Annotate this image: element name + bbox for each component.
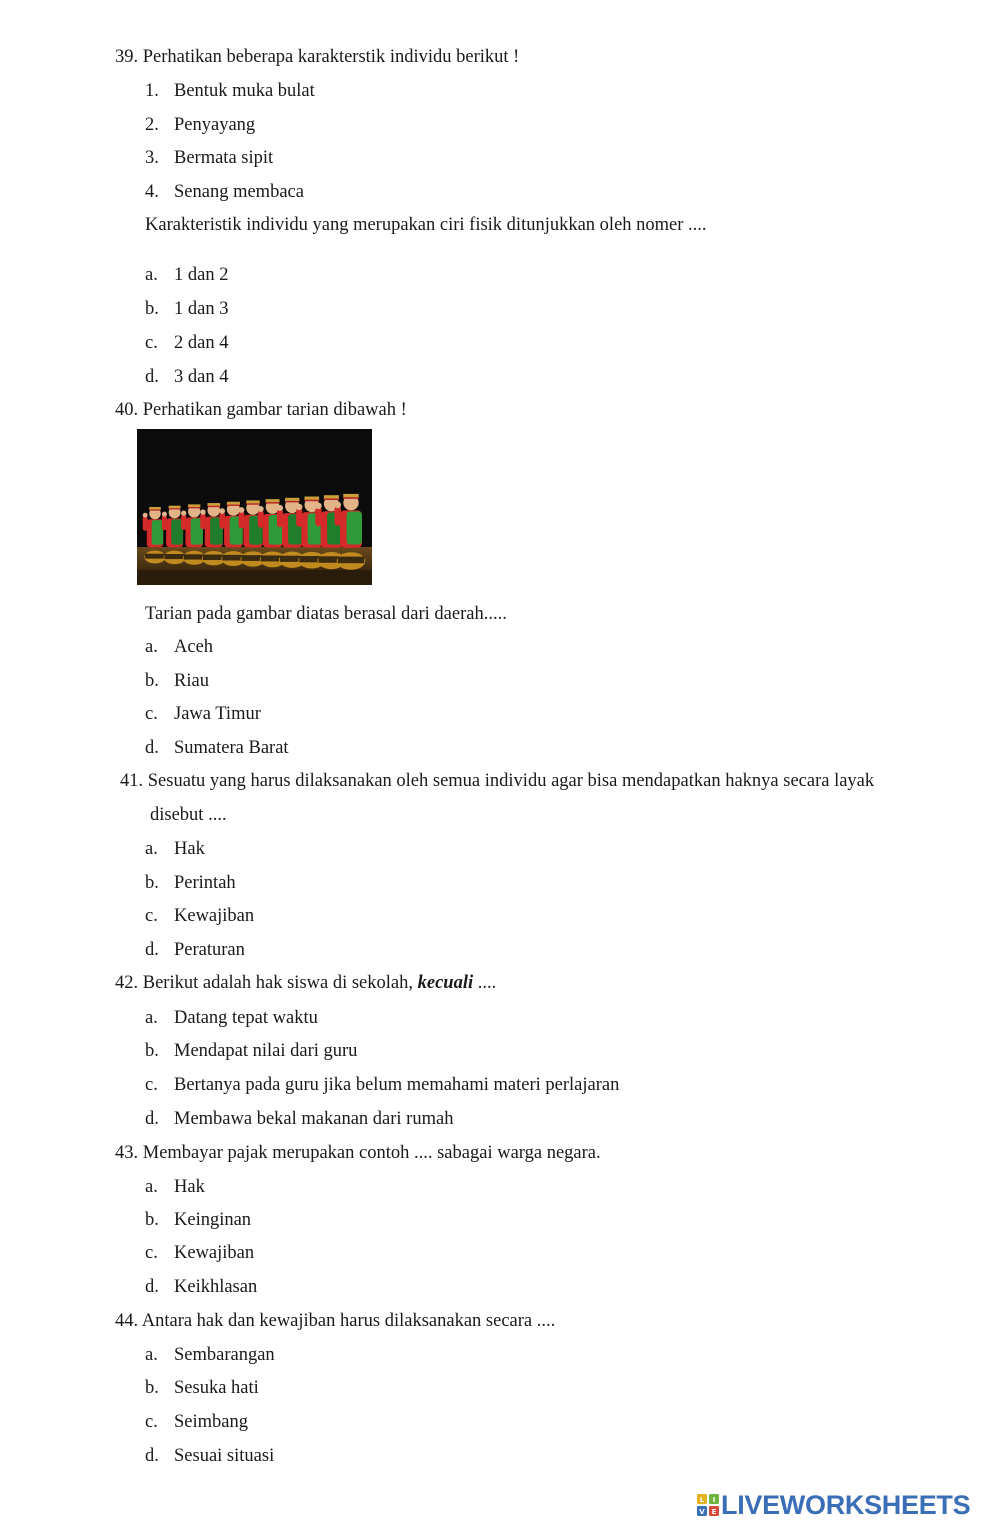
liveworksheets-icon	[697, 1494, 719, 1516]
svg-text:I: I	[712, 1496, 716, 1504]
question-40-stem: 40. Perhatikan gambar tarian dibawah !	[115, 400, 407, 420]
q42-option-d[interactable]: Membawa bekal makanan dari rumah	[174, 1109, 454, 1129]
option-letter: c.	[145, 704, 158, 724]
option-letter: b.	[145, 299, 159, 319]
option-letter: d.	[145, 367, 159, 387]
svg-text:E: E	[711, 1508, 717, 1516]
q43-option-d[interactable]: Keikhlasan	[174, 1277, 258, 1297]
question-42-stem-text: 42. Berikut adalah hak siswa di sekolah,	[115, 973, 418, 993]
svg-text:L: L	[699, 1496, 705, 1504]
option-letter: a.	[145, 839, 158, 859]
q40-option-c[interactable]: Jawa Timur	[174, 704, 261, 724]
question-41-stem-cont: disebut ....	[150, 805, 227, 825]
option-letter: c.	[145, 1243, 158, 1263]
question-41-stem: 41. Sesuatu yang harus dilaksanakan oleh semua individu agar bisa mendapatkan haknya secara layak	[120, 771, 875, 791]
question-39-text: Karakteristik individu yang merupakan ciri fisik ditunjukkan oleh nomer ....	[145, 215, 707, 235]
q39-item-number: 3.	[145, 148, 159, 168]
option-letter: b.	[145, 1378, 159, 1398]
q39-item-number: 2.	[145, 115, 159, 135]
option-letter: d.	[145, 1446, 159, 1466]
q39-item-number: 4.	[145, 182, 159, 202]
option-letter: c.	[145, 1412, 158, 1432]
q44-option-b[interactable]: Sesuka hati	[174, 1378, 259, 1398]
option-letter: d.	[145, 1277, 159, 1297]
liveworksheets-wordmark: LIVEWORKSHEETS	[721, 1489, 971, 1520]
q39-item-number: 1.	[145, 81, 159, 101]
question-40-text: Tarian pada gambar diatas berasal dari daerah.....	[145, 604, 507, 624]
option-letter: a.	[145, 1008, 158, 1028]
q41-option-c[interactable]: Kewajiban	[174, 906, 255, 926]
option-letter: c.	[145, 333, 158, 353]
option-letter: c.	[145, 1075, 158, 1095]
question-42-stem-end: ....	[473, 973, 497, 993]
option-letter: a.	[145, 1345, 158, 1365]
q39-option-c[interactable]: 2 dan 4	[174, 333, 229, 353]
q43-option-b[interactable]: Keinginan	[174, 1210, 252, 1230]
q40-option-b[interactable]: Riau	[174, 671, 209, 691]
q41-option-a[interactable]: Hak	[174, 839, 205, 859]
option-letter: a.	[145, 1177, 158, 1197]
option-letter: b.	[145, 1041, 159, 1061]
option-letter: d.	[145, 1109, 159, 1129]
option-letter: b.	[145, 1210, 159, 1230]
option-letter: b.	[145, 671, 159, 691]
q39-item: Senang membaca	[174, 182, 304, 202]
option-letter: b.	[145, 873, 159, 893]
q39-item: Bermata sipit	[174, 148, 274, 168]
q42-option-b[interactable]: Mendapat nilai dari guru	[174, 1041, 358, 1061]
q39-option-a[interactable]: 1 dan 2	[174, 265, 229, 285]
option-letter: d.	[145, 738, 159, 758]
option-letter: a.	[145, 265, 158, 285]
q39-item: Bentuk muka bulat	[174, 81, 315, 101]
question-42-emphasis: kecuali	[417, 973, 474, 993]
q39-item: Penyayang	[174, 115, 256, 135]
svg-text:V: V	[699, 1508, 705, 1516]
dance-photo	[137, 429, 372, 585]
question-42-stem	[115, 972, 496, 994]
q43-option-c[interactable]: Kewajiban	[174, 1243, 255, 1263]
q41-option-b[interactable]: Perintah	[174, 873, 236, 893]
question-39-stem: 39. Perhatikan beberapa karakterstik individu berikut !	[115, 47, 520, 67]
option-letter: a.	[145, 637, 158, 657]
q39-option-b[interactable]: 1 dan 3	[174, 299, 229, 319]
liveworksheets-logo[interactable]	[697, 1490, 970, 1520]
q41-option-d[interactable]: Peraturan	[174, 940, 245, 960]
q39-option-d[interactable]: 3 dan 4	[174, 367, 229, 387]
q44-option-c[interactable]: Seimbang	[174, 1412, 248, 1432]
q43-option-a[interactable]: Hak	[174, 1177, 205, 1197]
q42-option-c[interactable]: Bertanya pada guru jika belum memahami materi perlajaran	[174, 1075, 620, 1095]
question-43-stem: 43. Membayar pajak merupakan contoh .... sabagai warga negara.	[115, 1143, 601, 1163]
q44-option-d[interactable]: Sesuai situasi	[174, 1446, 275, 1466]
option-letter: c.	[145, 906, 158, 926]
q44-option-a[interactable]: Sembarangan	[174, 1345, 275, 1365]
q40-option-a[interactable]: Aceh	[174, 637, 214, 657]
question-44-stem: 44. Antara hak dan kewajiban harus dilaksanakan secara ....	[115, 1311, 556, 1331]
option-letter: d.	[145, 940, 159, 960]
q40-option-d[interactable]: Sumatera Barat	[174, 738, 289, 758]
q42-option-a[interactable]: Datang tepat waktu	[174, 1008, 318, 1028]
